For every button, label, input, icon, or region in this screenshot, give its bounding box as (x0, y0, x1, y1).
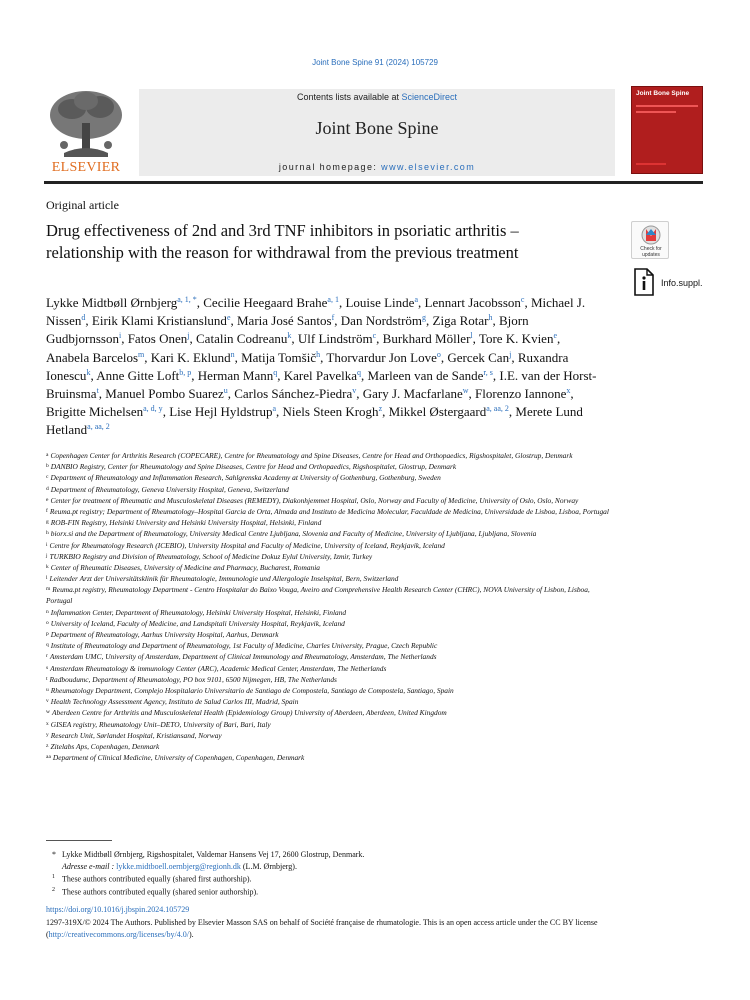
author-affiliation-marks[interactable]: e (226, 313, 231, 323)
author-name: Bjorn Gudbjornsson (46, 313, 529, 347)
affiliation-tag: d (46, 485, 49, 492)
author-affiliation-marks[interactable]: k (287, 331, 292, 341)
affiliation-text: Department of Clinical Medicine, University of Copenhagen, Copenhagen, Denmark (52, 753, 305, 763)
shared-first-authorship-note (52, 872, 612, 885)
author-name: Ulf Lindström (297, 331, 373, 347)
author-affiliation-marks[interactable]: n (230, 349, 235, 359)
affiliation-tag: b (46, 463, 49, 470)
journal-cover-thumbnail[interactable] (631, 86, 703, 174)
affiliation-tag: h (46, 530, 49, 537)
author-affiliation-marks[interactable]: w (462, 386, 469, 396)
affiliation (46, 450, 616, 461)
affiliation (46, 685, 616, 696)
author (105, 386, 227, 401)
author-name: Florenzo Iannone (475, 386, 567, 402)
affiliation-text: Aberdeen Centre for Arthritis and Musculoskeletal Health (Epidemiology Group) University of Aberdeen, Aberdeen, United Kingdom (51, 708, 447, 718)
affiliation-text: Institute of Rheumatology and Department of Rheumatology, 1st Faculty of Medicine, Charles University, Prague, Czech Republic (50, 641, 438, 651)
author-name: Kari K. Eklund (150, 349, 231, 365)
author-affiliation-marks[interactable]: k (86, 367, 91, 377)
author-affiliation-marks[interactable]: m (138, 349, 145, 359)
affiliation (46, 506, 616, 517)
affiliation-tag: z (46, 742, 49, 749)
affiliation (46, 607, 616, 618)
affiliation-text: GISEA registry, Rheumatology Unit–DETO, University of Bari, Bari, Italy (50, 719, 271, 729)
affiliation (46, 528, 616, 539)
author-name: Ziga Rotar (432, 313, 489, 329)
affiliation (46, 651, 616, 662)
author-name: Matija Tomšič (241, 349, 317, 365)
email-line (52, 861, 612, 873)
affiliation (46, 562, 616, 573)
affiliation-text: biorx.si and the Department of Rheumatology, University Medical Centre Ljubljana, Slovenia and Faculty of Medicine, University of Ljubljana, Ljubljana, Slovenia (50, 529, 537, 539)
author (383, 331, 473, 346)
affiliation-tag: q (46, 642, 49, 649)
license-link[interactable]: http://creativecommons.org/licenses/by/4.0/ (48, 929, 189, 939)
author-name: Anne Gitte Loft (96, 367, 180, 383)
affiliation-tag: o (46, 619, 49, 626)
affiliation (46, 584, 616, 606)
author (196, 331, 291, 346)
author (341, 313, 426, 328)
author-affiliation-marks[interactable]: g (422, 313, 427, 323)
affiliation-tag: k (46, 563, 49, 570)
affiliation-text: University of Iceland, Faculty of Medicine, and Landspitali University Hospital, Reykjavik, Iceland (50, 618, 345, 628)
affiliation-text: Copenhagen Center for Arthritis Research (COPECARE), Centre for Rheumatology and Spine Diseases, Centre for Head and Orthopaedics, Rigshospitalet, Glostrup, Denmark (50, 451, 573, 460)
author-name: Herman Mann (197, 367, 274, 383)
affiliation-tag: w (46, 709, 50, 716)
author-name: Maria José Santos (237, 313, 332, 329)
affiliation-tag: r (46, 653, 48, 660)
email-suffix: (L.M. Ørnbjerg). (240, 861, 297, 871)
email-link[interactable]: lykke.midtboell.oernbjerg@regionh.dk (116, 861, 241, 871)
affiliation (46, 674, 616, 685)
author-affiliation-marks[interactable]: b, p (179, 367, 192, 377)
affiliation-tag: u (46, 686, 49, 693)
author-affiliation-marks[interactable]: f (331, 313, 335, 323)
affiliation-tag: n (46, 608, 49, 615)
check-for-updates-badge[interactable] (631, 221, 669, 259)
author-affiliation-marks[interactable]: a (272, 404, 277, 414)
affiliation (46, 495, 616, 506)
author-affiliation-marks[interactable]: j (187, 331, 190, 341)
author-affiliation-marks[interactable]: q (273, 367, 278, 377)
author (92, 313, 231, 328)
affiliation-tag: e (46, 496, 49, 503)
affiliation-tag: a (46, 452, 49, 458)
author-name: Anabela Barcelos (46, 349, 139, 365)
affiliation (46, 618, 616, 629)
author-name: Brigitte Michelsen (46, 404, 144, 420)
author (425, 295, 525, 310)
info-supplement-label[interactable]: Info.suppl. (661, 278, 703, 288)
author (479, 331, 557, 346)
footnote-mark: 1 (52, 874, 55, 881)
email-label: Adresse e-mail : (62, 861, 117, 871)
affiliation-text: Centre for Rheumatology Research (ICEBIO), University Hospital and Faculty of Medicine, University of Iceland, Reykjavik, Iceland (49, 540, 445, 550)
homepage-link[interactable]: www.elsevier.com (381, 162, 476, 172)
affiliation (46, 484, 616, 495)
affiliation-text: Reuma.pt registry, Rheumatology Department - Centro Hospitalar do Baixo Vouga, Aveiro and Comprehensive Health Research Center (CHRC), NOVA University of Lisbon, Lisboa, Portugal (46, 585, 590, 606)
affiliation-tag: i (46, 541, 48, 548)
author (151, 350, 235, 365)
author-name: Catalin Codreanu (196, 331, 288, 347)
author-affiliation-marks[interactable]: a (414, 295, 419, 304)
author (46, 404, 163, 419)
author-name: Burkhard Möller (382, 331, 471, 347)
homepage-prefix: journal homepage: (278, 162, 382, 172)
footnote-text: These authors contributed equally (shared first authorship). (62, 874, 252, 884)
journal-homepage-line (139, 162, 615, 172)
author-name: Mikkel Østergaard (388, 404, 487, 420)
doi-link[interactable]: https://doi.org/10.1016/j.jbspin.2024.105729 (46, 905, 190, 914)
license-end: ). (188, 929, 194, 939)
author (234, 386, 356, 401)
affiliation-text: Research Unit, Sørlandet Hospital, Kristiansand, Norway (50, 730, 222, 740)
affiliation-text: Center of Rheumatic Diseases, University of Medicine and Pharmacy, Bucharest, Romania (50, 562, 320, 572)
author (198, 368, 277, 383)
affiliation-text: Department of Rheumatology, Geneva University Hospital, Geneva, Switzerland (50, 484, 289, 494)
affiliation (46, 696, 616, 707)
author (368, 368, 493, 383)
author-affiliation-marks[interactable]: z (378, 404, 383, 414)
affiliation (46, 629, 616, 640)
author-affiliation-marks[interactable]: v (352, 386, 357, 396)
affiliation (46, 741, 616, 752)
author-affiliation-marks[interactable]: a, aa, 2 (87, 422, 110, 432)
author-affiliation-marks[interactable]: a, 1 (327, 295, 339, 304)
header-rule (44, 181, 703, 184)
author-name: Thorvardur Jon Love (326, 349, 437, 365)
author (237, 313, 334, 328)
author (203, 295, 339, 310)
affiliation-text: Inflammation Center, Department of Rheumatology, Helsinki University Hospital, Helsinki, Finland (50, 607, 347, 617)
author (326, 350, 440, 365)
author (46, 350, 144, 365)
footnotes (52, 849, 612, 899)
affiliation-text: ROB-FIN Registry, Helsinki University and Helsinki University Hospital, Helsinki, Finland (50, 518, 322, 528)
author-list: Lykke Midtbøll Ørnbjerg$^{a, 1, *}$, Cecilie Heegaard Brahe$^{a, 1}$, Louise Linde$^a$, Lennart Jacobsson$^c$, Michael J. Nissen$^d$, Eirik Klami Kristianslund$^e$, Maria José Santos$^f$, Dan Nordström$^g$, Ziga Rotar$^h$, Bjorn Gudbjornsson$^i$, Fatos Onen$^j$, Catalin Codreanu$^k$, Ulf Lindström$^c$, Burkhard Möller$^l$, Tore K. Kvien$^e$, Anabela Barcelos$^m$, Kari K. Eklund$^n$, Matija Tomšič$^h$, Thorvardur Jon Love$^o$, Gercek Can$^j$, Ruxandra Ionescu$^k$, Anne Gitte Loft$^{b, p}$, Herman Mann$^q$, Karel Pavelka$^q$, Marleen van de Sande$^{r, s}$, I.E. van der Horst-Bruinsma$^t$, Manuel Pombo Suarez$^u$, Carlos Sánchez-Piedra$^v$, Gary J. Macfarlane$^w$, Florenzo Iannone$^x$, Brigitte Michelsen$^{a, d, y}$, Lise Hejl Hyldstrup$^a$, Niels Steen Krogh$^z$, Mikkel Østergaard$^{a, aa, 2}$, Merete Lund Hetland$^{a, aa, 2}$ (46, 295, 597, 438)
author-name: Tore K. Kvien (478, 331, 554, 347)
author (345, 295, 418, 310)
author-name: Manuel Pombo Suarez (105, 386, 224, 402)
footnote-text: These authors contributed equally (shared senior authorship). (62, 888, 259, 898)
author (169, 404, 276, 419)
author (389, 404, 509, 419)
affiliation-text: Zitelabs Aps, Copenhagen, Denmark (50, 741, 160, 751)
author-name: Karel Pavelka (283, 367, 358, 383)
affiliation-tag: c (46, 474, 49, 481)
author-affiliation-marks[interactable]: h (488, 313, 493, 323)
license-text: 1297-319X/© 2024 The Authors. Published by Elsevier Masson SAS on behalf of Société française de rhumatologie. This is an open access article under the CC BY license ( (46, 918, 598, 939)
author-name: Fatos Onen (127, 331, 188, 347)
license-statement (46, 917, 706, 940)
affiliation-tag: g (46, 519, 49, 526)
affiliation-tag: l (46, 575, 48, 582)
affiliation-tag: p (46, 631, 49, 637)
article-title: Drug effectiveness of 2nd and 3rd TNF inhibitors in psoriatic arthritis – relationship with the reason for withdrawal from the previous treatment (46, 221, 519, 262)
affiliation-text: Radboudumc, Department of Rheumatology, PO box 9101, 6500 Nijmegen, HB, The Netherlands (49, 674, 337, 684)
affiliation-text: TURKBIO Registry and Division of Rheumatology, School of Medicine Dokuz Eylul University, Izmir, Turkey (49, 551, 373, 561)
affiliation-tag: f (46, 507, 48, 514)
footnote-rule (46, 840, 112, 841)
affiliation-text: Health Technology Assessment Agency, Instituto de Salud Carlos III, Madrid, Spain (50, 697, 299, 707)
affiliation-tag: s (46, 664, 49, 671)
author-affiliation-marks[interactable]: u (223, 386, 228, 396)
affiliation-tag: aa (46, 754, 51, 761)
author-name: Ruxandra Ionescu (46, 349, 569, 383)
author-name: Gary J. Macfarlane (362, 386, 463, 402)
affiliation (46, 517, 616, 528)
crossmark-label: Check for updates (640, 246, 662, 258)
affiliation (46, 551, 616, 562)
affiliation-text: DANBIO Registry, Center for Rheumatology and Spine Diseases, Centre for Head and Orthopaedics, Rigshospitalet, Glostrup, Denmark (50, 462, 457, 472)
author-affiliation-marks[interactable]: a, 1, * (177, 295, 197, 304)
sciencedirect-link[interactable]: ScienceDirect (401, 92, 458, 102)
author-name: Lise Hejl Hyldstrup (169, 404, 273, 420)
affiliation-text: Rheumatology Department, Complejo Hospitalario Universitario de Santiago de Compostela, Santiago de Compostela, Santiago, Spain (50, 685, 454, 695)
author-name: I.E. van der Horst-Bruinsma (46, 367, 597, 402)
affiliation (46, 640, 616, 651)
author-affiliation-marks[interactable]: t (96, 386, 99, 396)
author-name: Louise Linde (345, 295, 415, 310)
author-affiliation-marks[interactable]: i (118, 331, 122, 341)
contents-availability-line (139, 92, 615, 102)
author (433, 313, 493, 328)
author-affiliation-marks[interactable]: x (566, 386, 571, 396)
affiliation-tag: v (46, 698, 49, 705)
author-affiliation-marks[interactable]: a, aa, 2 (486, 404, 509, 414)
author-name: Niels Steen Krogh (282, 404, 379, 420)
cover-stripe (636, 105, 698, 107)
author-name: Michael J. Nissen (46, 295, 586, 329)
corresponding-author-text: Lykke Midtbøll Ørnbjerg, Rigshospitalet, Valdemar Hansens Vej 17, 2600 Glostrup, Denmark. (62, 850, 365, 859)
affiliation (46, 573, 616, 584)
footnote-mark: 2 (52, 887, 55, 894)
author-affiliation-marks[interactable]: e (553, 331, 558, 341)
affiliation-text: Department of Rheumatology and Inflammation Research, Sahlgrenska Academy at University of Gothenburg, Gothenburg, Sweden (50, 473, 441, 483)
author-name: Cecilie Heegaard Brahe (203, 295, 328, 310)
author-affiliation-marks[interactable]: c (372, 331, 377, 341)
footnote-mark: * (52, 850, 56, 859)
author-name: Dan Nordström (340, 313, 423, 329)
affiliation-text: Reuma.pt registry; Department of Rheumatology–Hospital Garcia de Orta, Almada and Instituto de Medicina Molecular, Faculdade de Medicina, Universidade de Lisboa, Lisboa, Portugal (49, 506, 609, 516)
article-type: Original article (46, 198, 119, 212)
author-affiliation-marks[interactable]: h (316, 349, 321, 359)
affiliation-list (46, 450, 616, 763)
affiliation (46, 540, 616, 551)
author-name: Merete Lund Hetland (46, 404, 583, 438)
author (475, 386, 570, 401)
affiliation (46, 752, 616, 763)
author-name: Gercek Can (447, 349, 510, 365)
author (283, 404, 383, 419)
affiliation-text: Amsterdam Rheumatology & immunology Center (ARC), Academic Medical Center, Amsterdam, The Netherlands (50, 663, 387, 673)
affiliation-text: Department of Rheumatology, Aarhus University Hospital, Aarhus, Denmark (50, 630, 279, 639)
affiliation-tag: t (46, 675, 48, 682)
author (298, 331, 376, 346)
author (363, 386, 469, 401)
journal-reference-link[interactable]: Joint Bone Spine 91 (2024) 105729 (312, 58, 438, 67)
shared-senior-authorship-note (52, 885, 612, 898)
author-affiliation-marks[interactable]: d (81, 313, 86, 323)
affiliation-tag: m (46, 586, 51, 593)
author-name: Eirik Klami Kristianslund (91, 313, 227, 329)
affiliation (46, 461, 616, 472)
author (128, 331, 190, 346)
crossmark-icon (632, 223, 670, 247)
author-name: Marleen van de Sande (367, 367, 484, 383)
cover-title: Joint Bone Spine (636, 90, 690, 97)
author-affiliation-marks[interactable]: c (520, 295, 525, 304)
author-affiliation-marks[interactable]: r, s (483, 367, 493, 377)
affiliation (46, 719, 616, 730)
cover-stripe (636, 163, 666, 165)
affiliation (46, 472, 616, 483)
author (241, 350, 320, 365)
affiliation-text: Center for treatment of Rheumatic and Musculoskeletal Diseases (REMEDY), Diakonhjemmet Hospital, Oslo, Norway and Faculty of Medicine, University of Oslo, Oslo, Norway (50, 495, 579, 505)
author-affiliation-marks[interactable]: j (509, 349, 512, 359)
affiliation (46, 730, 616, 741)
corresponding-author-note (52, 849, 612, 861)
author-affiliation-marks[interactable]: l (470, 331, 473, 341)
contents-prefix: Contents lists available at (296, 92, 402, 102)
author-affiliation-marks[interactable]: q (357, 367, 362, 377)
author-name: Lykke Midtbøll Ørnbjerg (46, 295, 178, 310)
author-name: Carlos Sánchez-Piedra (234, 386, 353, 402)
affiliation-text: Amsterdam UMC, University of Amsterdam, Department of Clinical Immunology and Rheumatology, Amsterdam, The Netherlands (49, 652, 437, 662)
cover-stripe (636, 111, 676, 113)
affiliation (46, 707, 616, 718)
affiliation (46, 663, 616, 674)
author (46, 295, 197, 310)
author-affiliation-marks[interactable]: o (436, 349, 441, 359)
author (96, 368, 191, 383)
author-name: Lennart Jacobsson (424, 295, 521, 310)
author (284, 368, 361, 383)
info-supplement-icon[interactable] (633, 268, 655, 296)
author (447, 350, 511, 365)
affiliation-tag: j (46, 552, 48, 559)
journal-name: Joint Bone Spine (315, 118, 439, 138)
affiliation-text: Leitender Arzt der Universitätsklinik für Rheumatologie, Immunologie und Allergologie Inselspital, Bern, Switzerland (49, 574, 399, 584)
affiliation-tag: x (46, 720, 49, 727)
affiliation-tag: y (46, 731, 49, 738)
author-affiliation-marks[interactable]: a, d, y (143, 404, 163, 414)
elsevier-wordmark: ELSEVIER (51, 160, 121, 175)
